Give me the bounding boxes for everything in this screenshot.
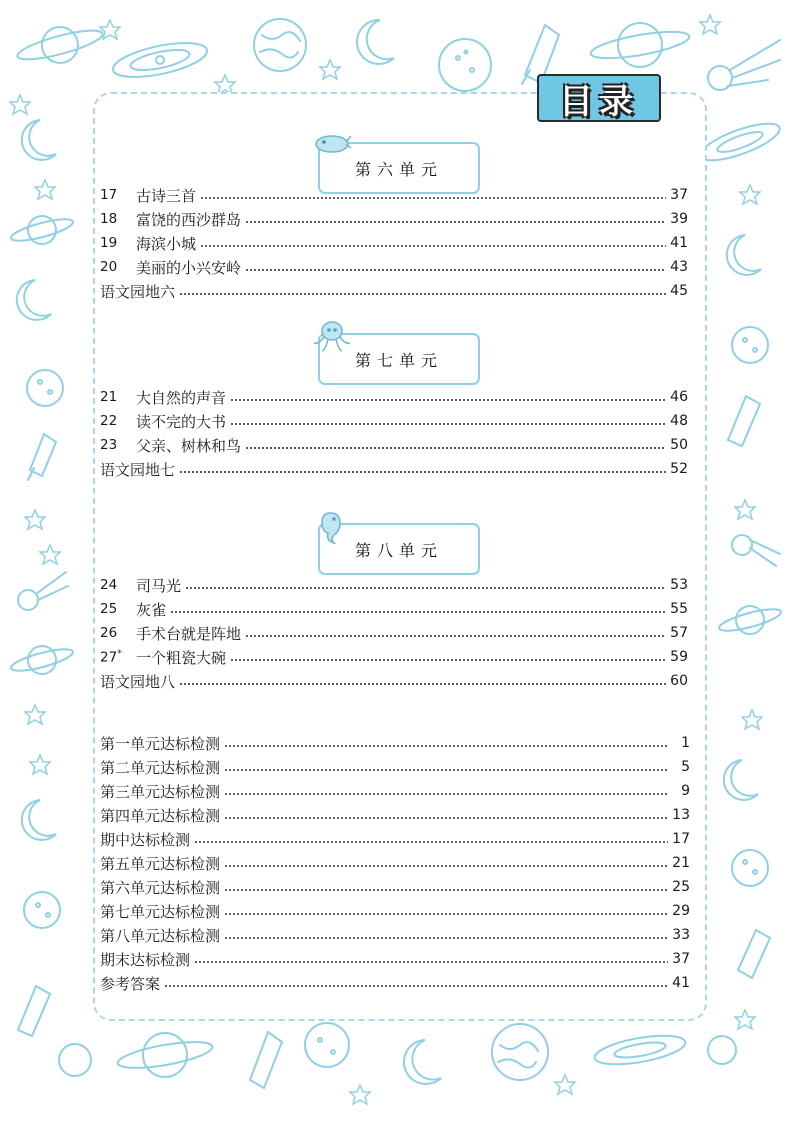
toc-entry[interactable] xyxy=(100,621,688,645)
toc-entry[interactable] xyxy=(100,255,688,279)
dot-leader xyxy=(245,221,666,223)
planet-icon xyxy=(492,1024,548,1080)
moon-icon xyxy=(22,120,56,160)
page-number: 29 xyxy=(672,903,690,919)
rocket-icon xyxy=(250,1032,282,1088)
rocket-icon xyxy=(728,396,760,446)
unit-heading-label: 第八单元 xyxy=(354,540,443,560)
dot-leader xyxy=(224,769,668,771)
planet-icon xyxy=(305,1023,349,1067)
lesson-title: 一个粗瓷大碗 xyxy=(136,648,227,667)
comet-icon xyxy=(18,572,68,610)
dot-leader xyxy=(224,865,668,867)
lesson-title: 古诗三首 xyxy=(136,186,197,205)
lesson-number: 22 xyxy=(100,413,118,429)
dot-leader xyxy=(230,399,666,401)
whale-icon xyxy=(312,128,352,156)
test-title: 第五单元达标检测 xyxy=(100,854,221,873)
lesson-title: 读不完的大书 xyxy=(136,412,227,431)
test-entry[interactable] xyxy=(100,971,690,995)
dot-leader xyxy=(194,841,668,843)
dot-leader xyxy=(194,961,668,963)
moon-icon xyxy=(17,280,51,320)
saturn-icon xyxy=(717,605,782,635)
lesson-number xyxy=(100,649,136,666)
lesson-number: 24 xyxy=(100,577,118,593)
lesson-title: 海滨小城 xyxy=(136,234,197,253)
toc-entry[interactable] xyxy=(100,645,688,669)
comet-icon xyxy=(732,535,780,566)
galaxy-icon xyxy=(110,36,210,83)
dot-leader xyxy=(170,611,666,613)
saturn-icon xyxy=(116,1033,214,1077)
lesson-title: 富饶的西沙群岛 xyxy=(136,210,242,229)
page-number: 46 xyxy=(670,389,688,405)
saturn-icon xyxy=(15,25,105,65)
dot-leader xyxy=(224,817,668,819)
planet-icon xyxy=(27,370,63,406)
test-entry[interactable] xyxy=(100,827,690,851)
page-number: 53 xyxy=(670,577,688,593)
lesson-number: 26 xyxy=(100,625,118,641)
test-title: 参考答案 xyxy=(100,974,161,993)
saturn-icon xyxy=(589,23,691,67)
toc-entry[interactable] xyxy=(100,279,688,303)
dot-leader xyxy=(200,245,666,247)
toc-entry[interactable] xyxy=(100,183,688,207)
toc-entry[interactable] xyxy=(100,207,688,231)
toc-entry[interactable] xyxy=(100,409,688,433)
page-number: 9 xyxy=(681,783,690,799)
moon-icon xyxy=(724,760,758,800)
rocket-icon xyxy=(18,986,50,1036)
lesson-title: 灰雀 xyxy=(136,600,167,619)
page-number: 57 xyxy=(670,625,688,641)
dot-leader xyxy=(179,293,666,295)
lesson-number: 18 xyxy=(100,211,118,227)
test-title: 第六单元达标检测 xyxy=(100,878,221,897)
toc-entry[interactable] xyxy=(100,669,688,693)
toc-entry[interactable] xyxy=(100,433,688,457)
page-number: 13 xyxy=(672,807,690,823)
page-number: 41 xyxy=(670,235,688,251)
lesson-number: 19 xyxy=(100,235,118,251)
lesson-number: 23 xyxy=(100,437,118,453)
page-number: 5 xyxy=(681,759,690,775)
lesson-number: 21 xyxy=(100,389,118,405)
moon-icon xyxy=(22,800,56,840)
dot-leader xyxy=(179,471,666,473)
page-number: 1 xyxy=(681,735,690,751)
dot-leader xyxy=(179,683,666,685)
octopus-icon xyxy=(312,319,352,355)
page-number: 55 xyxy=(670,601,688,617)
lesson-title: 大自然的声音 xyxy=(136,388,227,407)
page-title: 目录 xyxy=(537,74,661,122)
dot-leader xyxy=(224,913,668,915)
toc-entry[interactable] xyxy=(100,597,688,621)
test-entry[interactable] xyxy=(100,899,690,923)
planet-icon xyxy=(732,850,768,886)
page-number: 45 xyxy=(670,283,688,299)
planet-icon xyxy=(439,39,491,91)
dot-leader xyxy=(245,269,666,271)
dot-leader xyxy=(224,889,668,891)
lesson-title: 手术台就是阵地 xyxy=(136,624,242,643)
dot-leader xyxy=(164,985,668,987)
lesson-title: 语文园地八 xyxy=(100,672,176,691)
page-number: 37 xyxy=(672,951,690,967)
saturn-icon xyxy=(9,215,74,245)
rocket-icon xyxy=(28,434,56,480)
planet-icon xyxy=(24,892,60,928)
test-title: 第二单元达标检测 xyxy=(100,758,221,777)
toc-entry[interactable] xyxy=(100,457,688,481)
page-number: 48 xyxy=(670,413,688,429)
dot-leader xyxy=(224,937,668,939)
galaxy-icon xyxy=(593,1030,688,1070)
page-number: 52 xyxy=(670,461,688,477)
page-number: 50 xyxy=(670,437,688,453)
page-number: 43 xyxy=(670,259,688,275)
moon-icon xyxy=(727,235,761,275)
page-number: 39 xyxy=(670,211,688,227)
dot-leader xyxy=(185,587,666,589)
seahorse-icon xyxy=(312,509,352,545)
test-entry[interactable] xyxy=(100,779,690,803)
dot-leader xyxy=(224,793,668,795)
planet-icon xyxy=(254,19,306,71)
moon-icon xyxy=(404,1040,441,1084)
dot-leader xyxy=(200,197,666,199)
page-number: 59 xyxy=(670,649,688,665)
test-title: 期中达标检测 xyxy=(100,830,191,849)
page-number: 25 xyxy=(672,879,690,895)
toc-entry[interactable] xyxy=(100,573,688,597)
test-entry[interactable] xyxy=(100,731,690,755)
lesson-title: 司马光 xyxy=(136,576,182,595)
moon-icon xyxy=(357,20,394,64)
lesson-title: 语文园地七 xyxy=(100,460,176,479)
unit-heading-label: 第七单元 xyxy=(354,350,443,370)
unit-heading xyxy=(318,523,480,575)
test-title: 第一单元达标检测 xyxy=(100,734,221,753)
planet-icon xyxy=(59,1044,91,1076)
test-title: 第四单元达标检测 xyxy=(100,806,221,825)
page-number: 41 xyxy=(672,975,690,991)
test-entry[interactable] xyxy=(100,851,690,875)
lesson-title: 语文园地六 xyxy=(100,282,176,301)
lesson-number: 20 xyxy=(100,259,118,275)
page-number: 21 xyxy=(672,855,690,871)
page-number: 37 xyxy=(670,187,688,203)
test-entry[interactable] xyxy=(100,923,690,947)
lesson-title: 美丽的小兴安岭 xyxy=(136,258,242,277)
unit-heading-label: 第六单元 xyxy=(354,159,443,179)
lesson-number: 17 xyxy=(100,187,118,203)
test-title: 第三单元达标检测 xyxy=(100,782,221,801)
page-number: 33 xyxy=(672,927,690,943)
rocket-icon xyxy=(738,930,770,978)
page-number: 17 xyxy=(672,831,690,847)
optional-marker: * xyxy=(117,648,122,659)
test-title: 期末达标检测 xyxy=(100,950,191,969)
page-number: 60 xyxy=(670,673,688,689)
test-entry[interactable] xyxy=(100,803,690,827)
dot-leader xyxy=(230,659,666,661)
dot-leader xyxy=(224,745,668,747)
saturn-icon xyxy=(9,645,74,675)
test-title: 第七单元达标检测 xyxy=(100,902,221,921)
lesson-title: 父亲、树林和鸟 xyxy=(136,436,242,455)
lesson-number: 25 xyxy=(100,601,118,617)
planet-icon xyxy=(708,1036,736,1064)
dot-leader xyxy=(230,423,666,425)
test-entry[interactable] xyxy=(100,947,690,971)
unit-heading xyxy=(318,333,480,385)
planet-icon xyxy=(732,327,768,363)
comet-icon xyxy=(708,40,780,90)
test-entry[interactable] xyxy=(100,755,690,779)
toc-entry[interactable] xyxy=(100,231,688,255)
dot-leader xyxy=(245,635,666,637)
test-entry[interactable] xyxy=(100,875,690,899)
test-title: 第八单元达标检测 xyxy=(100,926,221,945)
galaxy-icon xyxy=(696,116,783,167)
dot-leader xyxy=(245,447,666,449)
lesson-number-value: 27 xyxy=(100,649,118,666)
toc-entry[interactable] xyxy=(100,385,688,409)
